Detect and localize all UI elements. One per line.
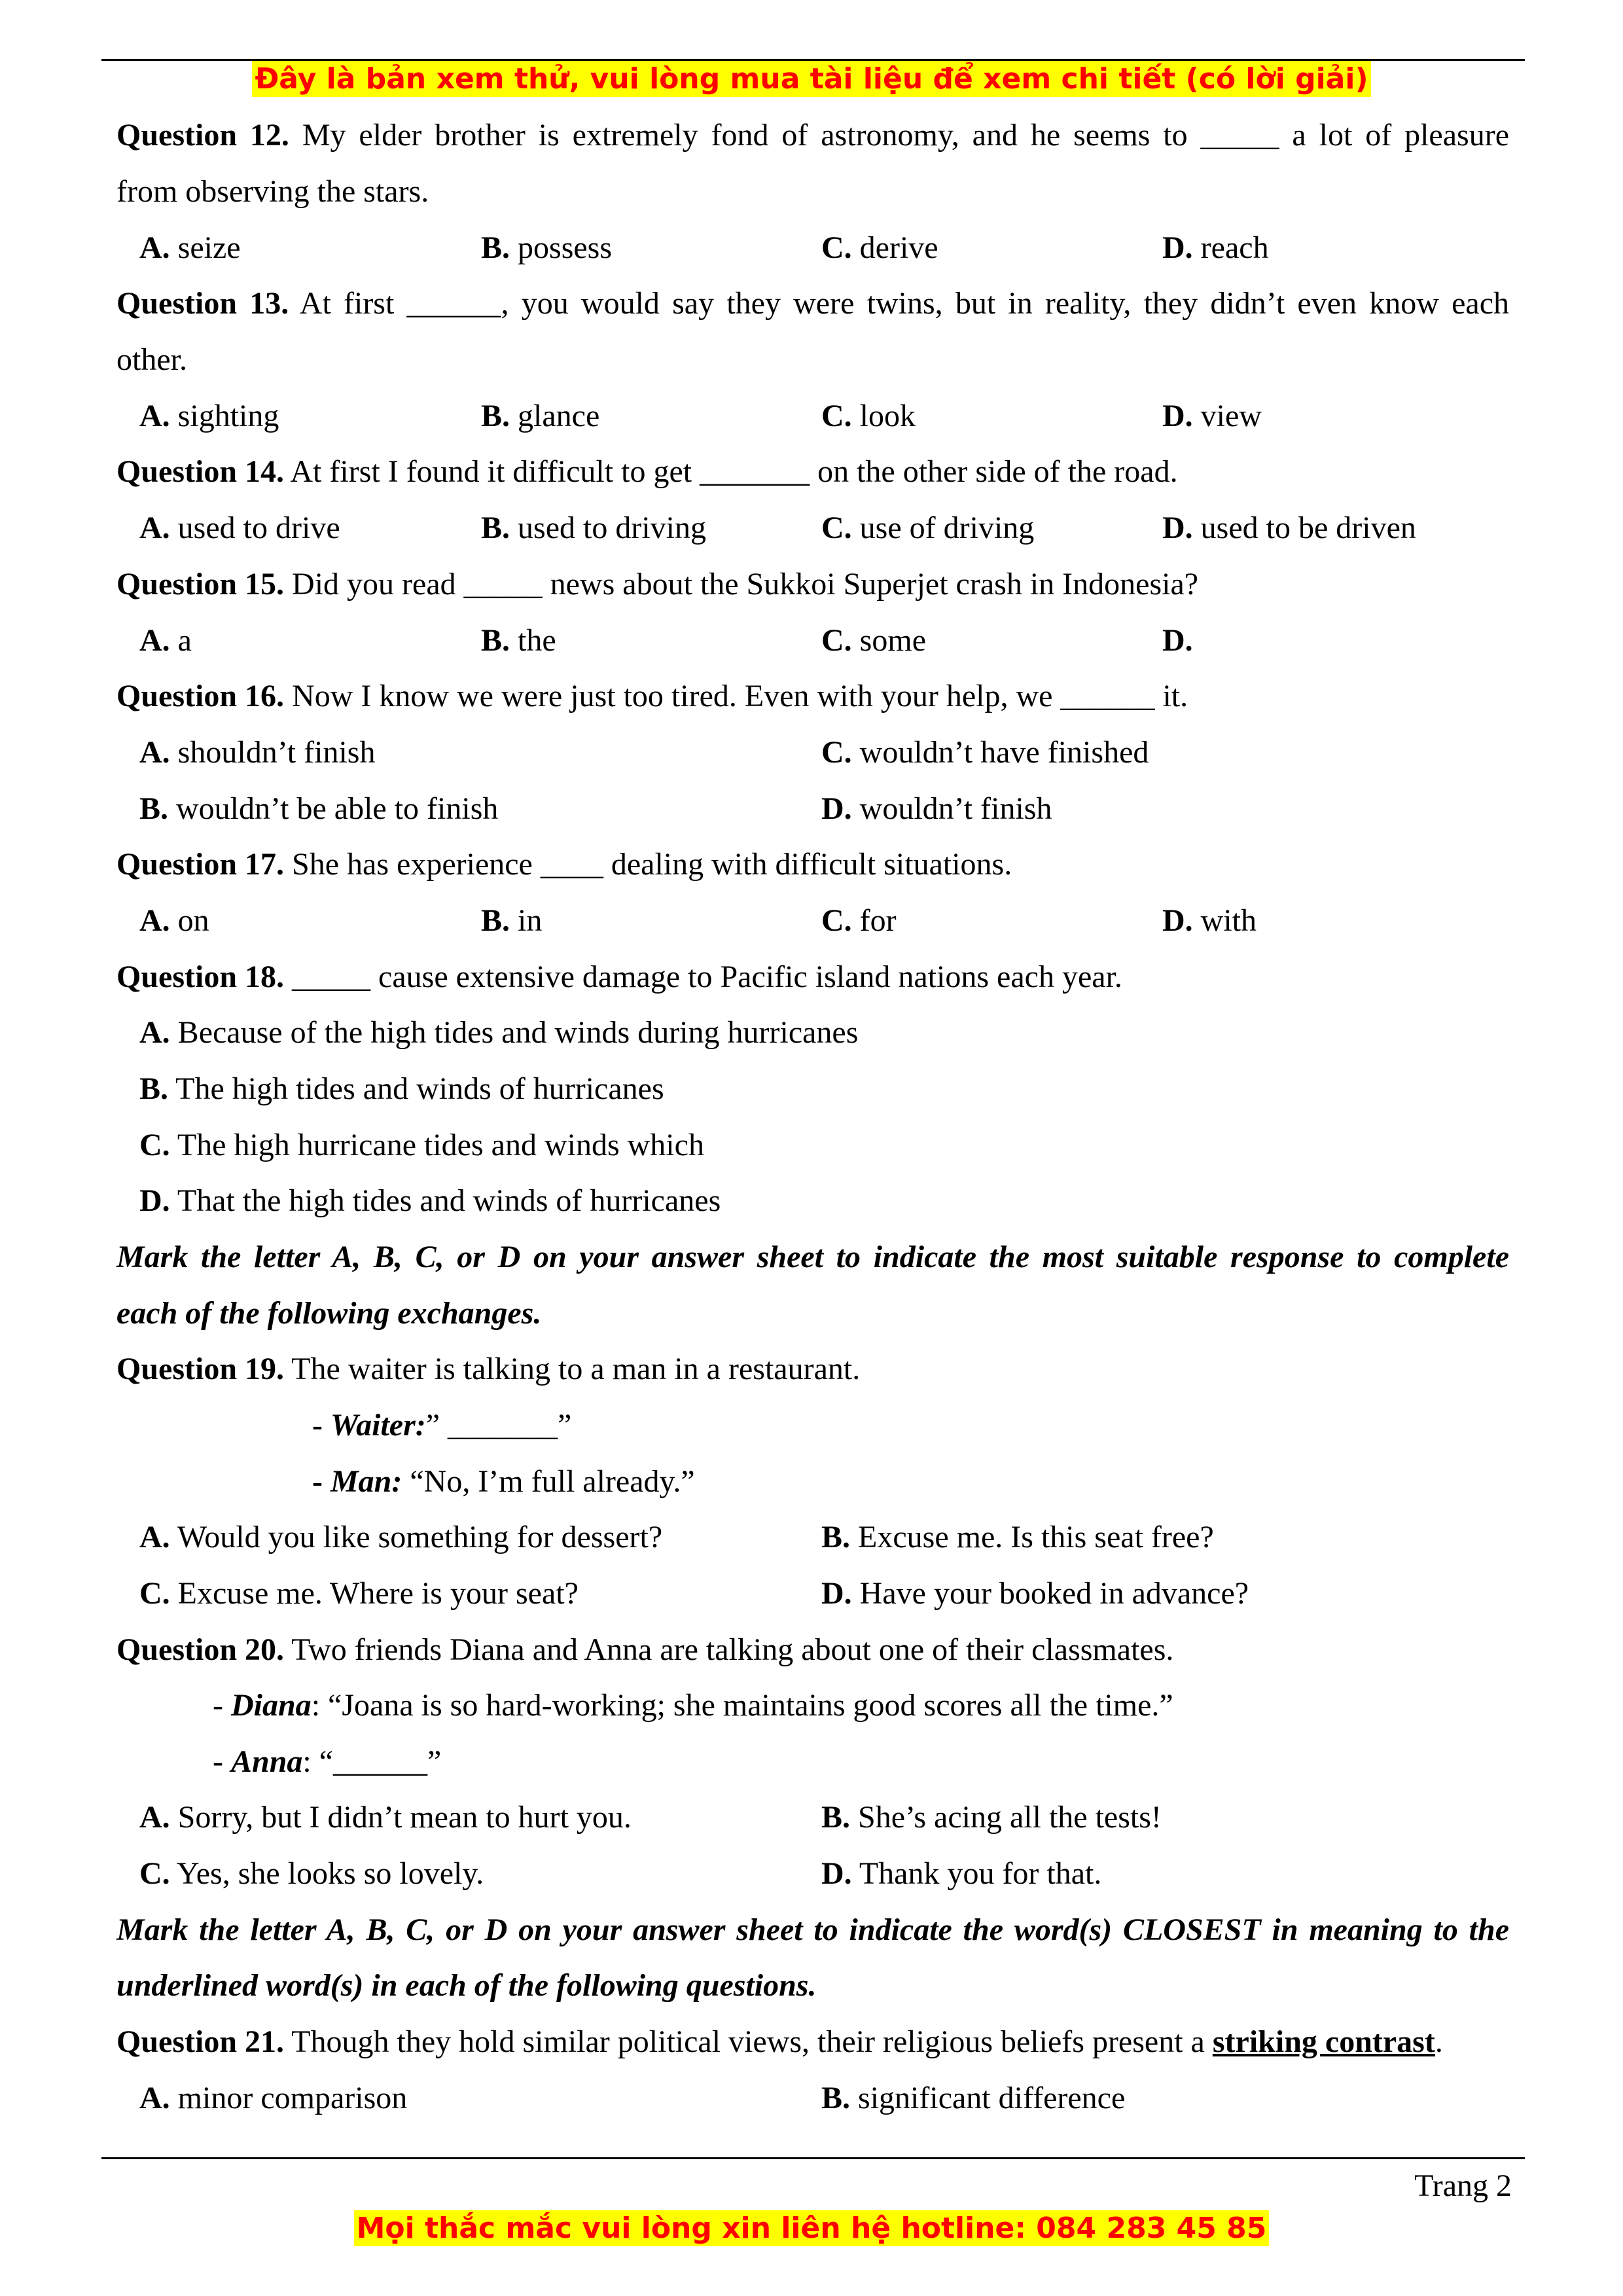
question-16-options-row-2 [0,781,1623,837]
question-12-line-1 [116,107,1509,164]
question-19-label: Question 19. [116,1352,285,1386]
question-20-options-row-1 [0,1789,1623,1846]
question-19-options-row-1 [0,1509,1623,1566]
question-15-text: Did you read _____ news about the Sukkoi Superjet crash in Indonesia? [292,567,1199,601]
question-15-options [0,613,1623,669]
question-13-options [0,388,1623,444]
option-b: B. She’s acing all the tests! [821,1800,1162,1835]
question-16 [0,668,1623,725]
option-b: B. significant difference [821,2081,1126,2115]
option-a: A. a [139,623,192,658]
question-13-line-1 [116,276,1509,332]
option-c: C. for [821,903,897,938]
option-a: A. shouldn’t finish [139,735,376,770]
question-19-options-row-2 [0,1566,1623,1622]
question-15-label: Question 15. [116,567,285,601]
question-14-options [0,500,1623,556]
question-13-text-2: other. [116,342,187,377]
question-19-dialog-waiter: - Waiter:” _______” [312,1408,572,1443]
option-b: B. glance [481,399,600,433]
question-13 [0,276,1623,332]
underlined-phrase: striking contrast [1212,2024,1435,2059]
speaker-waiter: Waiter: [330,1408,426,1443]
question-20 [0,1622,1623,1678]
instruction-1-line-1: Mark the letter A, B, C, or D on your answer sheet to indicate the most suitable response to complete [116,1240,1509,1274]
option-c: C. use of driving [821,511,1035,545]
instruction-2-line-1: Mark the letter A, B, C, or D on your answer sheet to indicate the word(s) CLOSEST in meaning to the [116,1912,1509,1947]
question-15 [0,556,1623,613]
page-number: Trang 2 [1414,2168,1512,2203]
option-c: C. Excuse me. Where is your seat? [139,1576,579,1611]
option-c: C. some [821,623,926,658]
option-d: D. reach [1162,230,1269,265]
question-18-label: Question 18. [116,960,285,994]
option-a: A. Sorry, but I didn’t mean to hurt you. [139,1800,632,1835]
instruction-1-line-2: each of the following exchanges. [116,1296,542,1331]
question-14-text: At first I found it difficult to get _______ on the other side of the road. [290,454,1178,489]
question-18-option-c: C. The high hurricane tides and winds which [139,1128,704,1162]
instruction-2-line-2: underlined word(s) in each of the following questions. [116,1968,817,2003]
question-19 [0,1341,1623,1397]
footer-notice: Mọi thắc mắc vui lòng xin liên hệ hotline: 084 283 45 85 [354,2210,1270,2246]
option-d: D. Have your booked in advance? [821,1576,1249,1611]
question-13-label: Question 13. [116,286,289,321]
question-14 [0,444,1623,500]
option-b: B. in [481,903,543,938]
header-notice: Đây là bản xem thử, vui lòng mua tài liệu để xem chi tiết (có lời giải) [252,61,1370,97]
question-21: Question 21. Though they hold similar political views, their religious beliefs present a striking contrast. [116,2024,1443,2059]
question-12-line-2 [0,164,1623,220]
option-a: A. on [139,903,209,938]
option-c: C. look [821,399,916,433]
question-12 [0,107,1623,164]
question-16-label: Question 16. [116,679,285,713]
question-16-text: Now I know we were just too tired. Even with your help, we ______ it. [292,679,1188,713]
question-20-dialog-diana: - Diana: “Joana is so hard-working; she maintains good scores all the time.” [213,1688,1173,1723]
question-20-options-row-2 [0,1846,1623,1902]
option-a: A. minor comparison [139,2081,408,2115]
question-20-text: Two friends Diana and Anna are talking about one of their classmates. [291,1632,1174,1667]
question-12-options [0,220,1623,276]
option-a: A. seize [139,230,241,265]
option-d: D. Thank you for that. [821,1856,1102,1891]
question-18 [0,949,1623,1005]
option-d: D. [1162,623,1193,658]
option-b: B. wouldn’t be able to finish [139,791,499,826]
question-20-label: Question 20. [116,1632,285,1667]
question-18-option-a: A. Because of the high tides and winds during hurricanes [139,1015,859,1050]
option-c: C. derive [821,230,938,265]
question-19-text: The waiter is talking to a man in a restaurant. [291,1352,861,1386]
option-b: B. the [481,623,556,658]
option-d: D. wouldn’t finish [821,791,1052,826]
question-18-option-d: D. That the high tides and winds of hurricanes [139,1183,721,1218]
instruction-2 [0,1902,1623,1958]
question-13-text-1: At first ______, you would say they were twins, but in reality, they didn’t even know each [299,286,1509,321]
speaker-anna: Anna [230,1744,303,1779]
question-12-label: Question 12. [116,118,289,152]
question-17-text: She has experience ____ dealing with difficult situations. [292,847,1012,882]
option-a: A. sighting [139,399,279,433]
question-21-label: Question 21. [116,2024,285,2059]
option-c: C. Yes, she looks so lovely. [139,1856,484,1891]
question-21-text: Though they hold similar political views, their religious beliefs present a [291,2024,1213,2059]
option-a: A. used to drive [139,511,340,545]
question-18-option-b: B. The high tides and winds of hurricanes [139,1071,664,1106]
header-notice-bar [0,60,1623,98]
question-20-dialog-anna: - Anna: “______” [213,1744,442,1779]
option-d: D. used to be driven [1162,511,1416,545]
speaker-diana: Diana [230,1688,312,1723]
option-a: A. Would you like something for dessert? [139,1520,663,1554]
instruction-1 [0,1229,1623,1285]
question-13-line-2 [0,332,1623,388]
option-d: D. with [1162,903,1257,938]
option-d: D. view [1162,399,1262,433]
question-12-text-1: My elder brother is extremely fond of astronomy, and he seems to _____ a lot of pleasure [302,118,1510,152]
speaker-man: Man: [330,1464,402,1499]
option-b: B. possess [481,230,613,265]
option-c: C. wouldn’t have finished [821,735,1149,770]
question-17 [0,836,1623,893]
question-18-text: _____ cause extensive damage to Pacific island nations each year. [292,960,1122,994]
footer-rule [101,2157,1525,2159]
question-14-label: Question 14. [116,454,285,489]
footer-notice-bar [0,2210,1623,2248]
option-b: B. used to driving [481,511,706,545]
question-17-label: Question 17. [116,847,285,882]
question-12-text-2: from observing the stars. [116,174,429,209]
question-19-dialog-man: - Man: “No, I’m full already.” [312,1464,695,1499]
question-16-options-row-1 [0,725,1623,781]
question-17-options [0,893,1623,949]
question-21-options [0,2070,1623,2126]
option-b: B. Excuse me. Is this seat free? [821,1520,1214,1554]
